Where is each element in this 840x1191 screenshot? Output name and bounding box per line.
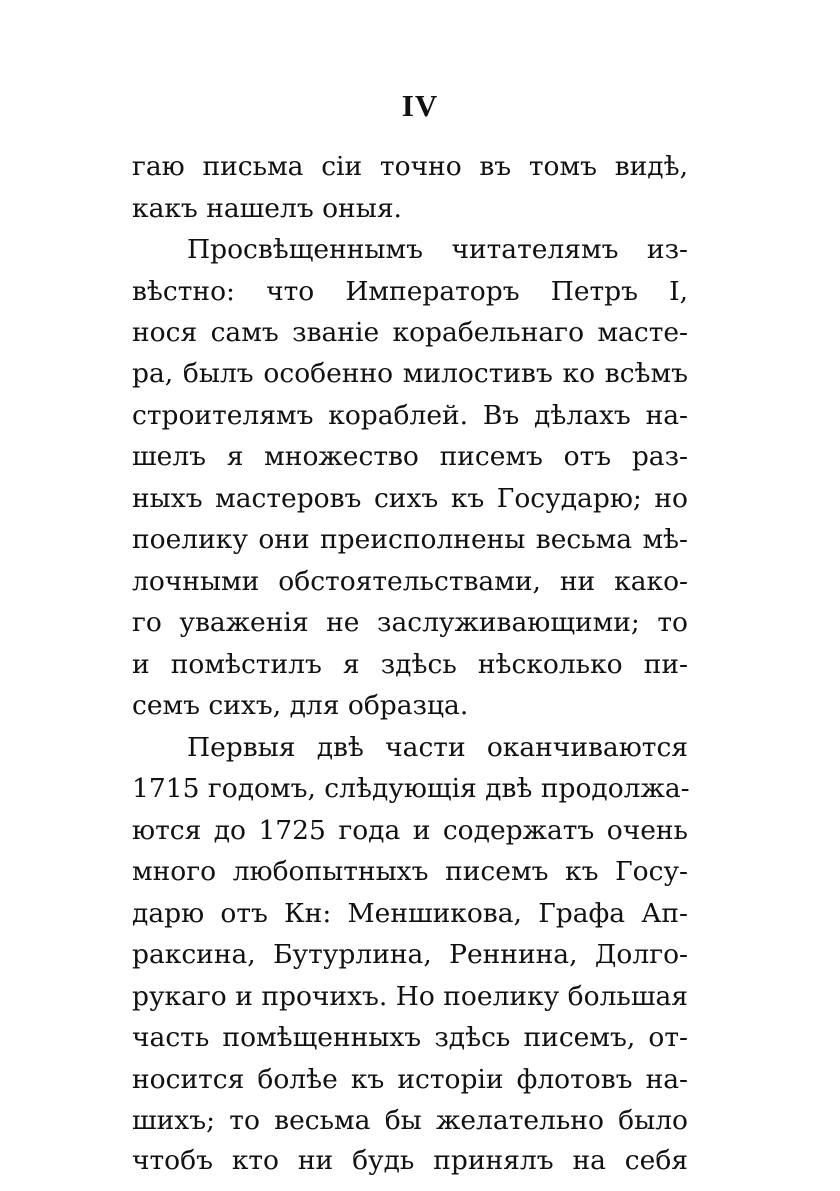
text-line: много любопытныхъ писемъ къ Госу- bbox=[132, 856, 688, 887]
text-line: ются до 1725 года и содержатъ очень bbox=[132, 815, 688, 846]
text-line: чтобъ кто ни будь принялъ на себя bbox=[132, 1145, 688, 1176]
paragraph-start-line: Первыя двѣ части оканчиваются bbox=[187, 732, 688, 763]
text-line: дарю отъ Кн: Меншикова, Графа Ап- bbox=[132, 898, 688, 929]
text-line: го уваженія не заслуживающими; то bbox=[132, 607, 688, 638]
text-line: нося самъ званіе корабельнаго масте- bbox=[132, 317, 688, 348]
text-line: ныхъ мастеровъ сихъ къ Государю; но bbox=[132, 483, 688, 514]
text-line: носится болѣе къ исторіи флотовъ на- bbox=[132, 1064, 688, 1095]
text-line: вѣстно: что Императоръ Петръ I, bbox=[132, 276, 688, 307]
text-line: часть помѣщенныхъ здѣсь писемъ, от- bbox=[132, 1022, 688, 1053]
text-line: 1715 годомъ, слѣдующія двѣ продолжа- bbox=[132, 773, 690, 804]
text-line: раксина, Бутурлина, Реннина, Долго- bbox=[132, 939, 688, 970]
text-line: строителямъ кораблей. Въ дѣлахъ на- bbox=[132, 400, 688, 431]
page-number: IV bbox=[401, 88, 439, 123]
text-line: и помѣстилъ я здѣсь нѣсколько пи- bbox=[132, 649, 688, 680]
text-line: поелику они преисполнены весьма мѣ- bbox=[132, 524, 688, 555]
text-line: ра, былъ особенно милостивъ ко всѣмъ bbox=[132, 358, 688, 389]
text-line: семъ сихъ, для образца. bbox=[132, 690, 469, 721]
paragraph-start-line: Просвѣщеннымъ читателямъ из- bbox=[187, 234, 688, 265]
text-line: шелъ я множество писемъ отъ раз- bbox=[132, 441, 688, 472]
text-line: гаю письма сіи точно въ томъ видѣ, bbox=[132, 151, 688, 182]
text-line: шихъ; то весьма бы желательно было bbox=[132, 1105, 688, 1136]
text-line: лочными обстоятельствами, ни како- bbox=[132, 566, 688, 597]
text-line: рукаго и прочихъ. Но поелику большая bbox=[132, 981, 688, 1012]
text-line: какъ нашелъ оныя. bbox=[132, 193, 402, 224]
